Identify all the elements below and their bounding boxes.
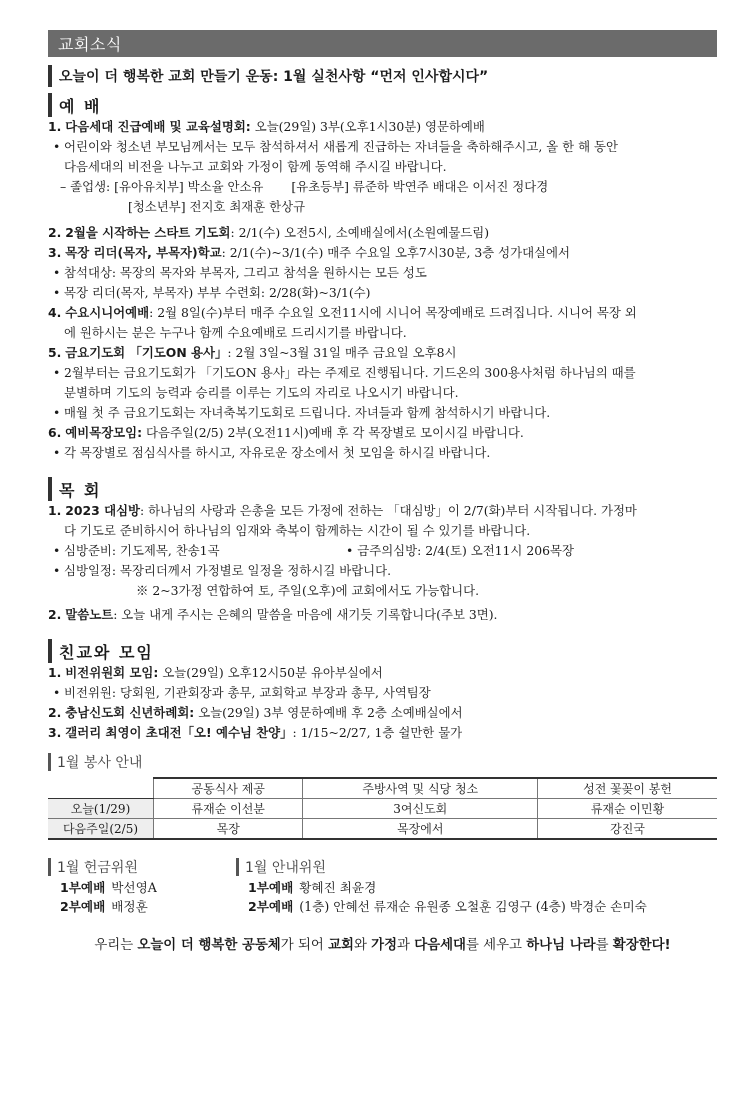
- staff-row: [236, 878, 647, 897]
- staff-section: [48, 856, 717, 916]
- item-number: 2.: [48, 705, 62, 720]
- bullet: • 심방일정: 목장리더께서 가정별로 일정을 정하시길 바랍니다.: [48, 561, 717, 581]
- worship-heading: [48, 93, 717, 117]
- pastoral-title: 목 회: [59, 480, 102, 500]
- closing-emph: 확장한다!: [612, 938, 671, 953]
- page-title: 교회소식: [58, 35, 122, 54]
- closing-text: 우리는: [94, 938, 138, 953]
- item-text: : 1/15~2/27, 1층 쉴만한 물가: [292, 725, 463, 740]
- item-title: 다음세대 진급예배 및 교육설명회:: [65, 119, 251, 134]
- fellowship-item-1: [48, 663, 717, 703]
- item-text: : 2/1(수)~3/1(수) 매주 수요일 오후7시30분, 3층 성가대실에서: [221, 245, 570, 260]
- item-text-cont: 에 원하시는 분은 누구나 함께 수요예배로 드리시기를 바랍니다.: [64, 325, 407, 340]
- bullet-text: 심방준비: 기도제목, 찬송1곡: [64, 543, 220, 558]
- staff-names: (1층) 안혜선 류재순 유원종 오철훈 김영구 (4층) 박경순 손미숙: [299, 899, 647, 914]
- offering-committee: [48, 856, 236, 916]
- closing-text: 를: [595, 938, 613, 953]
- bullet-cont: 분별하며 기도의 능력과 승리를 이루는 기도의 자리로 나오시기 바랍니다.: [64, 385, 459, 400]
- item-text: : 하나님의 사랑과 은총을 모든 가정에 전하는 「대심방」이 2/7(화)부터 시작됩니다. 가정마: [140, 503, 637, 518]
- service-heading: [48, 751, 717, 773]
- table-cell: 류재순 이민황: [538, 799, 717, 819]
- closing-emph: 하나님 나라: [526, 938, 596, 953]
- item-title: 말씀노트: [65, 607, 114, 622]
- service-title: 1월 봉사 안내: [57, 755, 143, 771]
- closing-text: 와: [353, 938, 372, 953]
- item-number: 2.: [48, 225, 62, 240]
- item-number: 4.: [48, 305, 62, 320]
- fellowship-title: 친교와 모임: [59, 642, 154, 662]
- bullet: • 2월부터는 금요기도회가 「기도ON 용사」라는 주제로 진행됩니다. 기드온의 300용사처럼 하나님의 때를: [48, 363, 717, 383]
- closing-text: 가 되어: [280, 938, 329, 953]
- closing-text: 과: [397, 938, 415, 953]
- item-text: : 2월 8일(수)부터 매주 수요일 오전11시에 시니어 목장예배로 드려집니다. 시니어 목장 외: [149, 305, 637, 320]
- section-header-bar: [48, 30, 717, 57]
- table-cell: 목장에서: [303, 819, 538, 840]
- item-number: 2.: [48, 607, 62, 622]
- closing-emph: 오늘이 더 행복한 공동체: [137, 938, 281, 953]
- pastoral-item-1: [48, 501, 717, 601]
- heading-marker: [48, 93, 52, 117]
- bullet: • 매월 첫 주 금요기도회는 자녀축복기도회로 드립니다. 자녀들과 함께 참석하시기 바랍니다.: [48, 403, 717, 423]
- item-title: 2월을 시작하는 스타트 기도회: [65, 225, 231, 240]
- closing-emph: 교회: [328, 938, 354, 953]
- row-header: 다음주일(2/5): [48, 819, 154, 840]
- note: ※ 2~3가정 연합하여 토, 주일(오후)에 교회에서도 가능합니다.: [136, 583, 480, 598]
- staff-names: 황혜진 최윤경: [299, 880, 377, 895]
- item-title: 금요기도회 「기도ON 용사」: [65, 345, 228, 360]
- staff-names: 박선영A: [111, 880, 157, 895]
- pastoral-item-2: [48, 605, 717, 625]
- item-text: 오늘(29일) 3부 영문하예배 후 2층 소예배실에서: [198, 705, 463, 720]
- worship-item-2: [48, 223, 717, 243]
- item-title: 갤러리 최영이 초대전「오! 예수님 찬양」: [65, 725, 293, 740]
- motto-text: 오늘이 더 행복한 교회 만들기 운동: 1월 실천사항 “먼저 인사합시다”: [59, 69, 489, 85]
- item-title: 2023 대심방: [65, 503, 141, 518]
- staff-row: [48, 897, 236, 916]
- worship-item-6: [48, 423, 717, 463]
- graduates-label: – 졸업생:: [60, 179, 111, 194]
- item-title: 충남신도회 신년하례회:: [65, 705, 195, 720]
- item-number: 1.: [48, 665, 62, 680]
- item-number: 1.: [48, 503, 62, 518]
- item-number: 3.: [48, 725, 62, 740]
- offering-title: 1월 헌금위원: [57, 860, 138, 876]
- header-cell: 성전 꽃꽂이 봉헌: [538, 778, 717, 799]
- worship-item-1: [48, 117, 717, 217]
- bullet: • 목장 리더(목자, 부목자) 부부 수련회: 2/28(화)~3/1(수): [48, 283, 717, 303]
- staff-label: 1부예배: [248, 880, 294, 895]
- header-cell: 공동식사 제공: [154, 778, 303, 799]
- usher-title: 1월 안내위원: [245, 860, 326, 876]
- fellowship-heading: [48, 639, 717, 663]
- closing-emph: 가정: [371, 938, 398, 953]
- item-title: 예비목장모임:: [65, 425, 143, 440]
- offering-heading: [48, 856, 236, 878]
- service-table: [48, 777, 717, 840]
- item-number: 5.: [48, 345, 62, 360]
- heading-marker: [48, 858, 51, 876]
- header-cell: 주방사역 및 식당 청소: [303, 778, 538, 799]
- heading-marker: [48, 753, 51, 771]
- table-cell: 목장: [154, 819, 303, 840]
- bullet-text: 어린이와 청소년 부모님께서는 모두 참석하셔서 새롭게 진급하는 자녀들을 축하해주시고, 올 한 해 동안: [64, 139, 618, 154]
- table-cell: 류재순 이선분: [154, 799, 303, 819]
- bullet-text: 금주의심방: 2/4(토) 오전11시 206목장: [357, 543, 574, 558]
- item-number: 1.: [48, 119, 62, 134]
- worship-item-5: [48, 343, 717, 423]
- table-cell: 3여신도회: [303, 799, 538, 819]
- table-cell: 강진국: [538, 819, 717, 840]
- heading-marker: [48, 639, 52, 663]
- item-title: 수요시니어예배: [65, 305, 150, 320]
- usher-heading: [236, 856, 647, 878]
- closing-emph: 다음세대: [414, 938, 466, 953]
- item-title: 목장 리더(목자, 부목자)학교: [65, 245, 222, 260]
- item-number: 6.: [48, 425, 62, 440]
- heading-marker: [48, 477, 52, 501]
- staff-label: 1부예배: [60, 880, 106, 895]
- bullet: • 참석대상: 목장의 목자와 부목자, 그리고 참석을 원하시는 모든 성도: [48, 263, 717, 283]
- item-number: 3.: [48, 245, 62, 260]
- heading-marker: [48, 65, 52, 87]
- fellowship-item-2: [48, 703, 717, 723]
- item-text: : 2월 3일~3월 31일 매주 금요일 오후8시: [227, 345, 457, 360]
- table-header-row: [48, 778, 717, 799]
- bullet: [48, 541, 717, 561]
- worship-item-3: [48, 243, 717, 303]
- heading-marker: [236, 858, 239, 876]
- item-text: : 2/1(수) 오전5시, 소예배실에서(소원예물드림): [230, 225, 490, 240]
- worship-title: 예 배: [59, 96, 102, 116]
- item-text: 다음주일(2/5) 2부(오전11시)예배 후 각 목장별로 모이시길 바랍니다.: [146, 425, 524, 440]
- table-row: [48, 819, 717, 840]
- bullet: • 비전위원: 당회원, 기관회장과 총무, 교회학교 부장과 총무, 사역팀장: [48, 683, 717, 703]
- header-cell: [48, 778, 154, 799]
- staff-row: [48, 878, 236, 897]
- pastoral-heading: [48, 477, 717, 501]
- item-text: : 오늘 내게 주시는 은혜의 말씀을 마음에 새기듯 기록합니다(주보 3면).: [113, 607, 498, 622]
- graduates-elementary: [유초등부] 류준하 박연주 배대은 이서진 정다경: [291, 179, 549, 194]
- closing-statement: [48, 934, 717, 953]
- worship-item-4: [48, 303, 717, 343]
- item-title: 비전위원회 모임:: [65, 665, 159, 680]
- graduates-line: [48, 177, 717, 197]
- closing-text: 를 세우고: [465, 938, 527, 953]
- bullet: • 각 목장별로 점심식사를 하시고, 자유로운 장소에서 첫 모임을 하시길 바랍니다.: [48, 443, 717, 463]
- item-text-cont: 다 기도로 준비하시어 하나님의 임재와 축복이 함께하는 시간이 될 수 있기를 바랍니다.: [64, 523, 531, 538]
- bullet-cont: 다음세대의 비전을 나누고 교회와 가정이 함께 동역해 주시길 바랍니다.: [64, 159, 447, 174]
- item-text: 오늘(29일) 오후12시50분 유아부실에서: [162, 665, 383, 680]
- row-header: 오늘(1/29): [48, 799, 154, 819]
- table-row: [48, 799, 717, 819]
- staff-label: 2부예배: [248, 899, 294, 914]
- staff-names: 배정훈: [111, 899, 148, 914]
- bullet-dot: •: [346, 543, 358, 558]
- bullet: [48, 137, 717, 157]
- graduates-youth: [청소년부] 전지호 최재훈 한상규: [128, 199, 306, 214]
- staff-row: [236, 897, 647, 916]
- fellowship-item-3: [48, 723, 717, 743]
- graduates-kinder: [유아유치부] 박소율 안소유: [114, 179, 264, 194]
- usher-committee: [236, 856, 647, 916]
- motto-heading: [48, 65, 717, 87]
- item-text: 오늘(29일) 3부(오후1시30분) 영문하예배: [254, 119, 485, 134]
- staff-label: 2부예배: [60, 899, 106, 914]
